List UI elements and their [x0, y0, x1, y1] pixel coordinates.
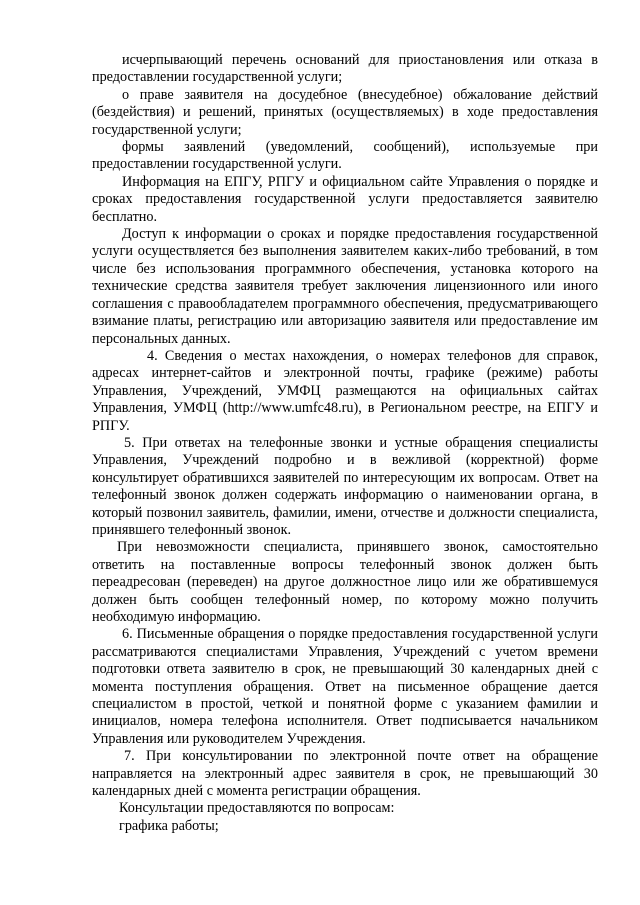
- document-body: [92, 52, 598, 835]
- paragraph-item-7: 7. При консультировании по электронной почте ответ на обращение направляется на электронный адрес заявителя в срок, не превышающий 30 календарных дней с момента регистрации обращения.: [92, 748, 598, 800]
- paragraph-appeal-rights: о праве заявителя на досудебное (внесудебное) обжалование действий (бездействия) и решений, принятых (осуществляемых) в ходе предоставления государственной услуги;: [92, 86, 598, 138]
- paragraph-grounds-list: исчерпывающий перечень оснований для приостановления или отказа в предоставлении государственной услуги;: [92, 52, 598, 86]
- paragraph-redirect: При невозможности специалиста, принявшего звонок, самостоятельно ответить на поставленные вопросы телефонный звонок должен быть переадресован (переведен) на другое должностное лицо или же обратившемуся должен быть сообщен телефонный номер, по которому можно получить необходимую информацию.: [92, 539, 598, 625]
- paragraph-item-6: 6. Письменные обращения о порядке предоставления государственной услуги рассматриваются специалистами Управления, Учреждений с учетом времени подготовки ответа заявителю в срок, не превышающий 30 календарных дней с момента поступления обращения. Ответ на письменное обращение дается специалистом в простой, четкой и понятной форме с указанием фамилии и инициалов, номера телефона исполнителя. Ответ подписывается начальником Управления или руководителем Учреждения.: [92, 626, 598, 747]
- paragraph-schedule: графика работы;: [119, 817, 219, 834]
- paragraph-access: Доступ к информации о сроках и порядке предоставления государственной услуги осуществляется без выполнения заявителем каких-либо требований, в том числе без использования программного обеспечения, установка которого на технические средства заявителя требует заключения лицензионного или иного соглашения с правообладателем программного обеспечения, предусматривающего взимание платы, регистрацию или авторизацию заявителя или предоставление им персональных данных.: [92, 226, 598, 347]
- paragraph-free-info: Информация на ЕПГУ, РПГУ и официальном сайте Управления о порядке и сроках предоставления государственной услуги предоставляется заявителю бесплатно.: [92, 173, 598, 225]
- paragraph-item-5: 5. При ответах на телефонные звонки и устные обращения специалисты Управления, Учреждений подробно и в вежливой (корректной) форме консультирует обратившихся заявителей по интересующим их вопросам. Ответ на телефонный звонок должен содержать информацию о наименовании органа, в который позвонил заявитель, фамилии, имени, отчестве и должности специалиста, принявшего телефонный звонок.: [92, 434, 598, 538]
- paragraph-item-4: 4. Сведения о местах нахождения, о номерах телефонов для справок, адресах интернет-сайтов и электронной почты, графике (режиме) работы Управления, Учреждений, УМФЦ размещаются на официальных сайтах Управления, УМФЦ (http://www.umfc48.ru), в Региональном реестре, на ЕПГУ и РПГУ.: [92, 347, 598, 434]
- paragraph-consult-topics: Консультации предоставляются по вопросам:: [119, 800, 395, 817]
- paragraph-forms: формы заявлений (уведомлений, сообщений), используемые при предоставлении государственной услуги.: [92, 139, 598, 173]
